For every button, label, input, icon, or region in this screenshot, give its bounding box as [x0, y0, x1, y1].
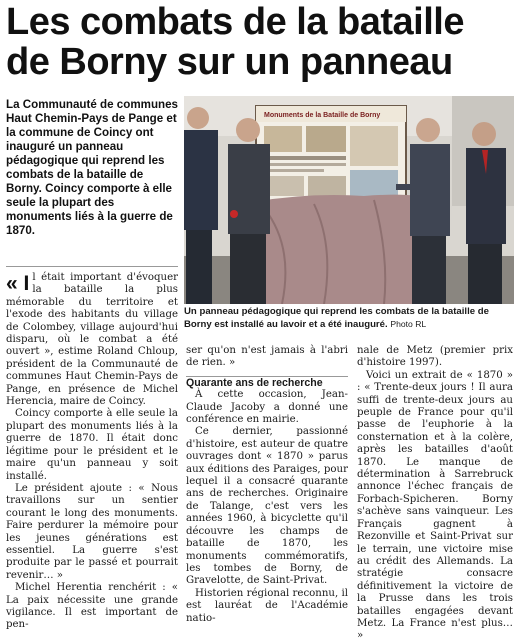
article-paragraph-9: nale de Metz (premier prix d'histoire 1997). [357, 345, 513, 369]
article-column-2 [186, 345, 348, 625]
article-paragraph-1: « I l était important d'évoquer la bataille la plus mémorable du territoire et l'exode des habitants du village de Colombey, village aujourd'hui disparu, où le combat a été ouvert », estime Roland Chloup, président de la Communauté de communes Haut Chemin-Pays de Pange, en présence de Michel Herencia, maire de Coincy. [6, 272, 178, 408]
information-panel [256, 106, 406, 206]
lead-paragraph: La Communauté de communes Haut Chemin-Pays de Pange et la commune de Coincy ont inauguré un panneau pédagogique qui reprend les combats de la bataille de Borny. Coincy comporte à elle seule la plupart des monuments liés à la guerre de 1870. [6, 98, 179, 237]
subheading: Quarante ans de recherche [186, 376, 323, 389]
drop-cap: « I [6, 272, 30, 295]
article-paragraph-8: Historien régional reconnu, il est lauréat de l'Académie natio- [186, 587, 348, 624]
article-paragraph-7: Ce dernier, passionné d'histoire, est auteur de quatre ouvrages dont « 1870 » parus aux éditions des Paraiges, pour lequel il a consacré quarante ans de recherches. Originaire de Talange, c'est vers les années 1960, à bicyclette qu'il découvre les champs de bataille de 1870, les monuments commémoratifs, les tombes de Borny, de Gravelotte, de Saint-Privat. [186, 426, 348, 587]
panel-title: Monuments de la Bataille de Borny [264, 112, 381, 119]
article-paragraph-3: Le président ajoute : « Nous travaillons sur un sentier courant le long des monuments. Faire perdurer la mémoire pour les jeunes générations est essentiel. La guerre s'est produite par le passé et pourrait revenir… » [6, 482, 178, 581]
article-column-1 [6, 272, 178, 632]
article-paragraph-6: À cette occasion, Jean-Claude Jacoby a donné une conférence en mairie. [186, 389, 348, 426]
article-paragraph-5: ser qu'on n'est jamais à l'abri de rien. » [186, 345, 348, 369]
lead-divider [6, 266, 178, 267]
official-centre-left [228, 118, 270, 304]
inauguration-photo [184, 96, 514, 304]
photo-caption [184, 306, 514, 331]
article-paragraph-2: Coincy comporte à elle seule la plupart des monuments liés à la guerre de 1870. Il était donc légitime pour le président et le maire qu'un panneau y soit installé. [6, 408, 178, 482]
photo-credit: Photo RL [390, 319, 427, 329]
article-paragraph-10: Voici un extrait de « 1870 » : « Trente-deux jours ! Il aura suffi de trente-deux jours au peuple de France pour qu'il passe de l'euphorie à la consternation et à la colère, après les batailles d'août 1870. Le manque de détermination à Sarrebruck annonce l'échec français de Forbach-Spicheren. Borny s'achève sans vainqueur. Les Français gagnent à Rezonville et Saint-Privat sur le terrain, une victoire mise au crédit des Allemands. La stratégie consacre définitivement la victoire de la Prusse dans les trois batailles engagées devant Metz. La France n'est plus… » [357, 369, 513, 642]
headline [6, 2, 516, 82]
headline-line-1: Les combats de la bataille [6, 1, 464, 43]
headline-line-2: de Borny sur un panneau [6, 41, 453, 83]
official-right [466, 122, 506, 304]
caption-text: Un panneau pédagogique qui reprend les combats de la bataille de Borny est installé au lavoir et a été inauguré. [184, 306, 489, 330]
article-paragraph-4: Michel Herentia renchérit : « La paix nécessite une grande vigilance. Il est important de pen- [6, 582, 178, 631]
article-column-3 [357, 345, 513, 643]
